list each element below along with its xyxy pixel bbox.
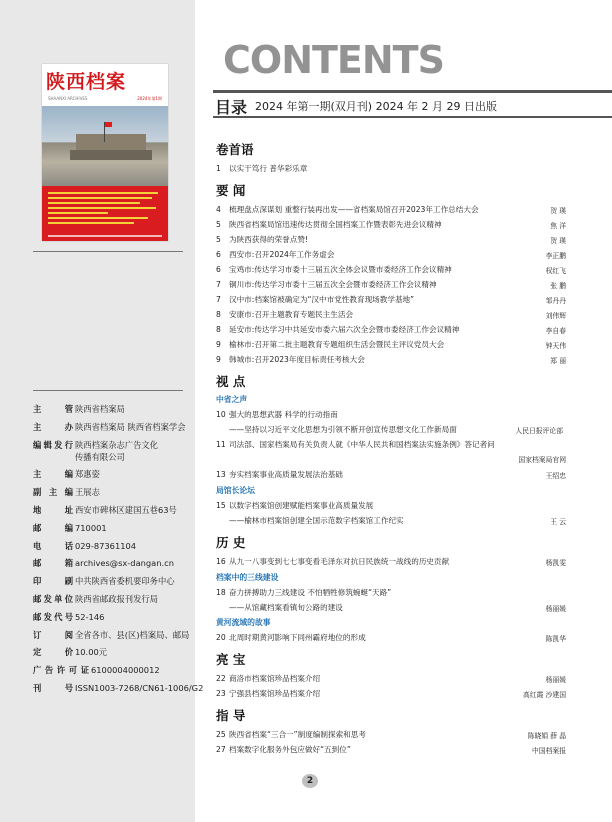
subsection-heading: 档案中的三线建设 bbox=[216, 573, 279, 582]
masthead-row bbox=[33, 522, 193, 540]
masthead-value: 王展志 bbox=[75, 487, 100, 498]
entry-title: 商洛市档案馆珍品档案介绍 bbox=[229, 674, 321, 683]
contents-banner: CONTENTS bbox=[223, 38, 444, 82]
section-heading: 指 导 bbox=[216, 708, 246, 723]
masthead-label: 编辑发行 bbox=[33, 439, 73, 450]
page-ref: 15 bbox=[216, 501, 226, 510]
cover-title: 陕西档案 bbox=[46, 71, 127, 93]
toc-entry[interactable] bbox=[216, 424, 566, 435]
entry-author: 王 云 bbox=[550, 518, 566, 526]
entry-author: 人民日报评论部 bbox=[515, 427, 563, 435]
entry-title: 为陕西获得的荣誉点赞! bbox=[229, 235, 308, 244]
entry-author: 杨凯雯 bbox=[545, 559, 566, 567]
entry-title: 延安市:传达学习中共延安市委六届六次全会暨市委经济工作会议精神 bbox=[229, 325, 460, 334]
page-ref: 23 bbox=[216, 689, 226, 698]
toc-entry[interactable] bbox=[216, 469, 566, 480]
section-heading: 亮 宝 bbox=[216, 652, 246, 667]
masthead-row bbox=[33, 611, 193, 629]
masthead-sidebar bbox=[0, 0, 204, 822]
entry-title: 韩城市:召开2023年度目标责任考核大会 bbox=[229, 355, 365, 364]
masthead-value: 710001 bbox=[75, 522, 107, 533]
masthead-row bbox=[33, 557, 193, 575]
masthead-label: 印刷 bbox=[33, 576, 73, 587]
entry-title: ——从馆藏档案看镇旬公路的建设 bbox=[229, 603, 343, 612]
entry-title: 以数字档案馆创建赋能档案事业高质量发展 bbox=[229, 501, 374, 510]
entry-author: 权红飞 bbox=[545, 267, 566, 275]
toc-entry[interactable] bbox=[216, 744, 566, 755]
toc-entry[interactable] bbox=[216, 556, 566, 567]
entry-title: 夯实档案事业高质量发展法治基础 bbox=[229, 470, 343, 479]
masthead-value: archives@sx-dangan.cn bbox=[75, 558, 174, 569]
page-ref: 8 bbox=[216, 325, 221, 334]
toc-entry[interactable] bbox=[216, 409, 566, 420]
toc-entry[interactable] bbox=[216, 515, 566, 526]
entry-title: 强大的思想武器 科学的行动指南 bbox=[229, 410, 338, 419]
page-ref: 4 bbox=[216, 205, 221, 214]
page-ref: 6 bbox=[216, 265, 221, 274]
masthead-label: 地址 bbox=[33, 504, 73, 515]
entry-author: 刘伟辉 bbox=[545, 312, 566, 320]
masthead-row bbox=[33, 504, 193, 522]
masthead-label: 刊号 bbox=[33, 682, 73, 693]
entry-author: 钟天伟 bbox=[545, 342, 566, 350]
toc-entry[interactable] bbox=[216, 632, 566, 643]
divider bbox=[33, 390, 183, 391]
masthead-row bbox=[33, 403, 193, 421]
page-ref: 22 bbox=[216, 674, 226, 683]
divider bbox=[33, 251, 183, 252]
masthead-row bbox=[33, 682, 204, 700]
masthead-row bbox=[33, 421, 193, 439]
section-heading: 历 史 bbox=[216, 535, 246, 550]
masthead-row bbox=[33, 629, 193, 647]
entry-title: 铜川市:传达学习市委十三届五次全会暨市委经济工作会议精神 bbox=[229, 280, 437, 289]
masthead-row bbox=[33, 486, 193, 504]
page-ref: 7 bbox=[216, 280, 221, 289]
masthead-value: 10.00元 bbox=[75, 647, 108, 658]
entry-author: 焦 洋 bbox=[550, 222, 566, 230]
flag-icon bbox=[105, 122, 112, 127]
entry-author: 贺 瑛 bbox=[550, 237, 566, 245]
masthead-label: 主管 bbox=[33, 404, 73, 414]
page-number: 2 bbox=[302, 774, 318, 788]
masthead-info bbox=[33, 403, 204, 700]
page-ref: 5 bbox=[216, 235, 221, 244]
entry-title: 陕西省档案局馆迅速传达贯彻全国档案工作暨表彰先进会议精神 bbox=[229, 220, 442, 229]
page-ref: 1 bbox=[216, 164, 221, 173]
toc-entry[interactable] bbox=[216, 234, 566, 245]
page-ref: 20 bbox=[216, 633, 226, 642]
masthead-value: 陕西省档案局 陕西省档案学会 bbox=[75, 421, 186, 432]
toc-entry[interactable] bbox=[216, 439, 566, 450]
masthead-value: 传播有限公司 bbox=[75, 451, 125, 462]
masthead-row bbox=[33, 593, 193, 611]
entry-title: ——榆林市档案馆创建全国示范数字档案馆工作纪实 bbox=[229, 516, 404, 525]
page-ref: 9 bbox=[216, 340, 221, 349]
masthead-value: 陕西省邮政报刊发行局 bbox=[75, 593, 158, 604]
entry-author: 邹丹丹 bbox=[545, 297, 566, 305]
masthead-row bbox=[33, 468, 193, 486]
subsection-heading: 中省之声 bbox=[216, 395, 248, 404]
masthead-value: 52-146 bbox=[75, 611, 105, 622]
entry-title: 从九一八事变到七七事变看毛泽东对抗日民族统一战线的历史贡献 bbox=[229, 557, 450, 566]
page-ref: 10 bbox=[216, 410, 226, 419]
toc-entry[interactable] bbox=[216, 729, 566, 740]
masthead-value: 全省各市、县(区)档案局、邮局 bbox=[75, 629, 190, 640]
toc-entry[interactable] bbox=[216, 309, 566, 320]
cover-issue: 2024年第1期 bbox=[137, 96, 162, 101]
masthead-value: 郑惠姿 bbox=[75, 469, 100, 480]
masthead-label: 广告许可证 bbox=[33, 665, 89, 676]
masthead-row bbox=[33, 646, 193, 664]
toc-entry[interactable] bbox=[216, 673, 566, 684]
masthead-label: 订阅 bbox=[33, 629, 73, 640]
entry-author: 郑 丽 bbox=[550, 357, 566, 365]
section-heading: 视 点 bbox=[216, 374, 246, 389]
entry-author: 陈凯华 bbox=[545, 635, 566, 643]
subsection-heading: 局馆长论坛 bbox=[216, 486, 255, 495]
toc-entry[interactable] bbox=[216, 279, 566, 290]
entry-author: 杨丽媛 bbox=[545, 605, 566, 613]
masthead-value: 中共陕西省委机要印务中心 bbox=[75, 576, 175, 587]
cover-building-base bbox=[70, 150, 152, 160]
masthead-label: 副主编 bbox=[33, 487, 73, 498]
entry-title: 安康市:召开主题教育专题民主生活会 bbox=[229, 310, 354, 319]
entry-title: 宁强县档案馆珍品档案介绍 bbox=[229, 689, 321, 698]
entry-title: 汉中市:档案馆被确定为“汉中市党性教育现场教学基地” bbox=[229, 295, 415, 304]
masthead-label: 邮发代号 bbox=[33, 611, 73, 622]
cover-red-panel bbox=[42, 186, 168, 241]
masthead-value: 西安市碑林区建国五巷63号 bbox=[75, 504, 177, 515]
masthead-row bbox=[33, 664, 193, 682]
masthead-value: 陕西档案杂志广告文化 bbox=[75, 439, 158, 450]
entry-author: 李正鹏 bbox=[545, 252, 566, 260]
masthead-label: 主办 bbox=[33, 421, 73, 432]
page-title: 目录 bbox=[215, 98, 248, 117]
entry-title: 西安市:召开2024年工作务虚会 bbox=[229, 250, 335, 259]
page-ref: 25 bbox=[216, 730, 226, 739]
masthead-value: 6100004000012 bbox=[91, 665, 160, 676]
entry-author: 中国档案报 bbox=[532, 747, 566, 755]
entry-author: 李自春 bbox=[545, 327, 566, 335]
section-heading: 要 闻 bbox=[216, 183, 246, 198]
section-heading: 卷首语 bbox=[216, 142, 254, 157]
page-ref: 13 bbox=[216, 470, 226, 479]
issue-date: 2024 年第一期(双月刊) 2024 年 2 月 29 日出版 bbox=[255, 100, 498, 113]
page-ref: 5 bbox=[216, 220, 221, 229]
page-ref: 11 bbox=[216, 440, 226, 449]
entry-title: 奋力拼搏助力三线建设 不怕牺牲修筑蜿蜒“天路” bbox=[229, 588, 392, 597]
entry-author: 国家档案局官网 bbox=[518, 456, 566, 464]
magazine-cover bbox=[42, 64, 168, 241]
toc-entry[interactable] bbox=[216, 249, 566, 260]
entry-author: 杨丽媛 bbox=[545, 676, 566, 684]
toc-entry[interactable] bbox=[216, 500, 566, 511]
cover-subtitle: SHAANXI ARCHIVES bbox=[48, 96, 88, 101]
toc-entry[interactable] bbox=[216, 264, 566, 275]
page-ref: 9 bbox=[216, 355, 221, 364]
entry-title: 以实干笃行 普华彩乐章 bbox=[229, 164, 308, 173]
masthead-value: 陕西省档案局 bbox=[75, 404, 125, 414]
masthead-row bbox=[33, 575, 193, 593]
page-ref: 16 bbox=[216, 557, 226, 566]
masthead-label: 电话 bbox=[33, 540, 73, 551]
toc-entry[interactable] bbox=[216, 602, 566, 613]
page-ref: 18 bbox=[216, 588, 226, 597]
page-ref: 8 bbox=[216, 310, 221, 319]
masthead-label: 主编 bbox=[33, 469, 73, 480]
toc-entry[interactable] bbox=[216, 163, 566, 174]
toc-entry[interactable] bbox=[216, 204, 566, 215]
entry-title: 陕西省档案“三合一”制度编制探索和思考 bbox=[229, 730, 366, 739]
masthead-label: 邮箱 bbox=[33, 558, 73, 569]
masthead-value: 029-87361104 bbox=[75, 540, 137, 551]
entry-title: 司法部、国家档案局有关负责人就《中华人民共和国档案法实施条例》答记者问 bbox=[229, 440, 495, 449]
subsection-heading: 黄河流域的故事 bbox=[216, 618, 271, 627]
entry-title: 档案数字化服务外包应做好“五到位” bbox=[229, 745, 351, 754]
entry-author: 陈晓娟 薛 晶 bbox=[527, 732, 566, 740]
entry-title: 梳理盘点深谋划 重整行装再出发——省档案局馆召开2023年工作总结大会 bbox=[229, 205, 479, 214]
toc-entry[interactable] bbox=[216, 339, 566, 350]
toc-entry[interactable] bbox=[216, 354, 566, 365]
entry-author: 贺 瑛 bbox=[550, 207, 566, 215]
entry-author: 张 鹏 bbox=[550, 282, 566, 290]
toc-entry[interactable] bbox=[216, 324, 566, 335]
toc-entry[interactable] bbox=[216, 294, 566, 305]
masthead-label: 定价 bbox=[33, 647, 73, 658]
toc-entry[interactable] bbox=[216, 688, 566, 699]
entry-title: 榆林市:召开第二批主题教育专题组织生活会暨民主评议党员大会 bbox=[229, 340, 445, 349]
masthead-value: ISSN1003-7268/CN61-1006/G2 bbox=[75, 682, 204, 693]
entry-title: 北周时期黄河影响下同州霸府地位的形成 bbox=[229, 633, 366, 642]
masthead-row bbox=[33, 540, 193, 558]
toc-entry[interactable] bbox=[216, 587, 566, 598]
masthead-label: 邮发单位 bbox=[33, 593, 73, 604]
page-ref: 7 bbox=[216, 295, 221, 304]
entry-author: 王绍忠 bbox=[545, 472, 566, 480]
masthead-label: 邮编 bbox=[33, 522, 73, 533]
toc-entry[interactable] bbox=[216, 219, 566, 230]
page-ref: 27 bbox=[216, 745, 226, 754]
entry-title: ——坚持以习近平文化思想为引领不断开创宣传思想文化工作新局面 bbox=[229, 425, 457, 434]
masthead-row bbox=[33, 439, 193, 463]
entry-title: 宝鸡市:传达学习市委十三届五次全体会议暨市委经济工作会议精神 bbox=[229, 265, 452, 274]
entry-author: 高红霞 沙建国 bbox=[523, 691, 566, 699]
page-ref: 6 bbox=[216, 250, 221, 259]
